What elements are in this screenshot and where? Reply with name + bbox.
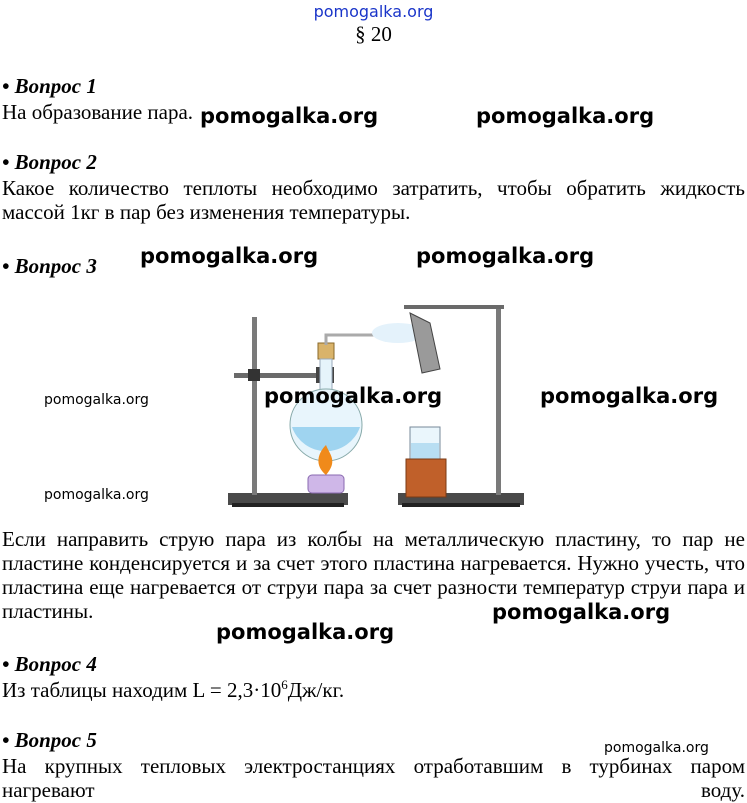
- question-3-heading: • Вопрос 3: [2, 254, 97, 278]
- question-4-heading: • Вопрос 4: [2, 652, 97, 676]
- watermark: pomogalka.org: [604, 740, 709, 756]
- question-4-answer: Из таблицы находим $L = 2,3\cdot 10^6Дж/кг$.: [2, 677, 345, 702]
- watermark: pomogalka.org: [264, 384, 443, 408]
- flask-stopper: [318, 343, 334, 359]
- question-3-answer: Если направить струю пара из колбы на металлическую пластину, то пар не пластине конденсируется и за счет этого пластина нагревается. Нужно учесть, что пластина еще нагревается от струи пара за счет разности температур струи пара и пластины.: [2, 527, 745, 623]
- question-2-answer: Какое количество теплоты необходимо затратить, чтобы обратить жидкость массой 1кг в пар без изменения температуры.: [2, 176, 745, 224]
- watermark: pomogalka.org: [140, 244, 319, 268]
- watermark: pomogalka.org: [492, 600, 671, 624]
- watermark: pomogalka.org: [216, 620, 395, 644]
- wood-block: [406, 459, 446, 497]
- exponent: 6: [281, 677, 288, 692]
- question-1-answer: На образование пара.: [2, 100, 194, 124]
- question-2-heading: • Вопрос 2: [2, 150, 97, 174]
- right-stand-rod: [496, 307, 501, 495]
- watermark: pomogalka.org: [540, 384, 719, 408]
- watermark: pomogalka.org: [44, 487, 149, 503]
- watermark: pomogalka.org: [200, 104, 379, 128]
- watermark: pomogalka.org: [476, 104, 655, 128]
- question-5-heading: • Вопрос 5: [2, 728, 97, 752]
- spirit-burner: [308, 475, 344, 493]
- watermark: pomogalka.org: [44, 392, 149, 408]
- site-link[interactable]: pomogalka.org: [313, 2, 434, 21]
- question-5-answer: На крупных тепловых электростанциях отработавшим в турбинах паром нагревают воду.: [2, 754, 745, 802]
- section-title: § 20: [355, 22, 392, 46]
- watermark: pomogalka.org: [416, 244, 595, 268]
- question-1-heading: • Вопрос 1: [2, 74, 97, 98]
- left-stand-rod: [252, 317, 257, 495]
